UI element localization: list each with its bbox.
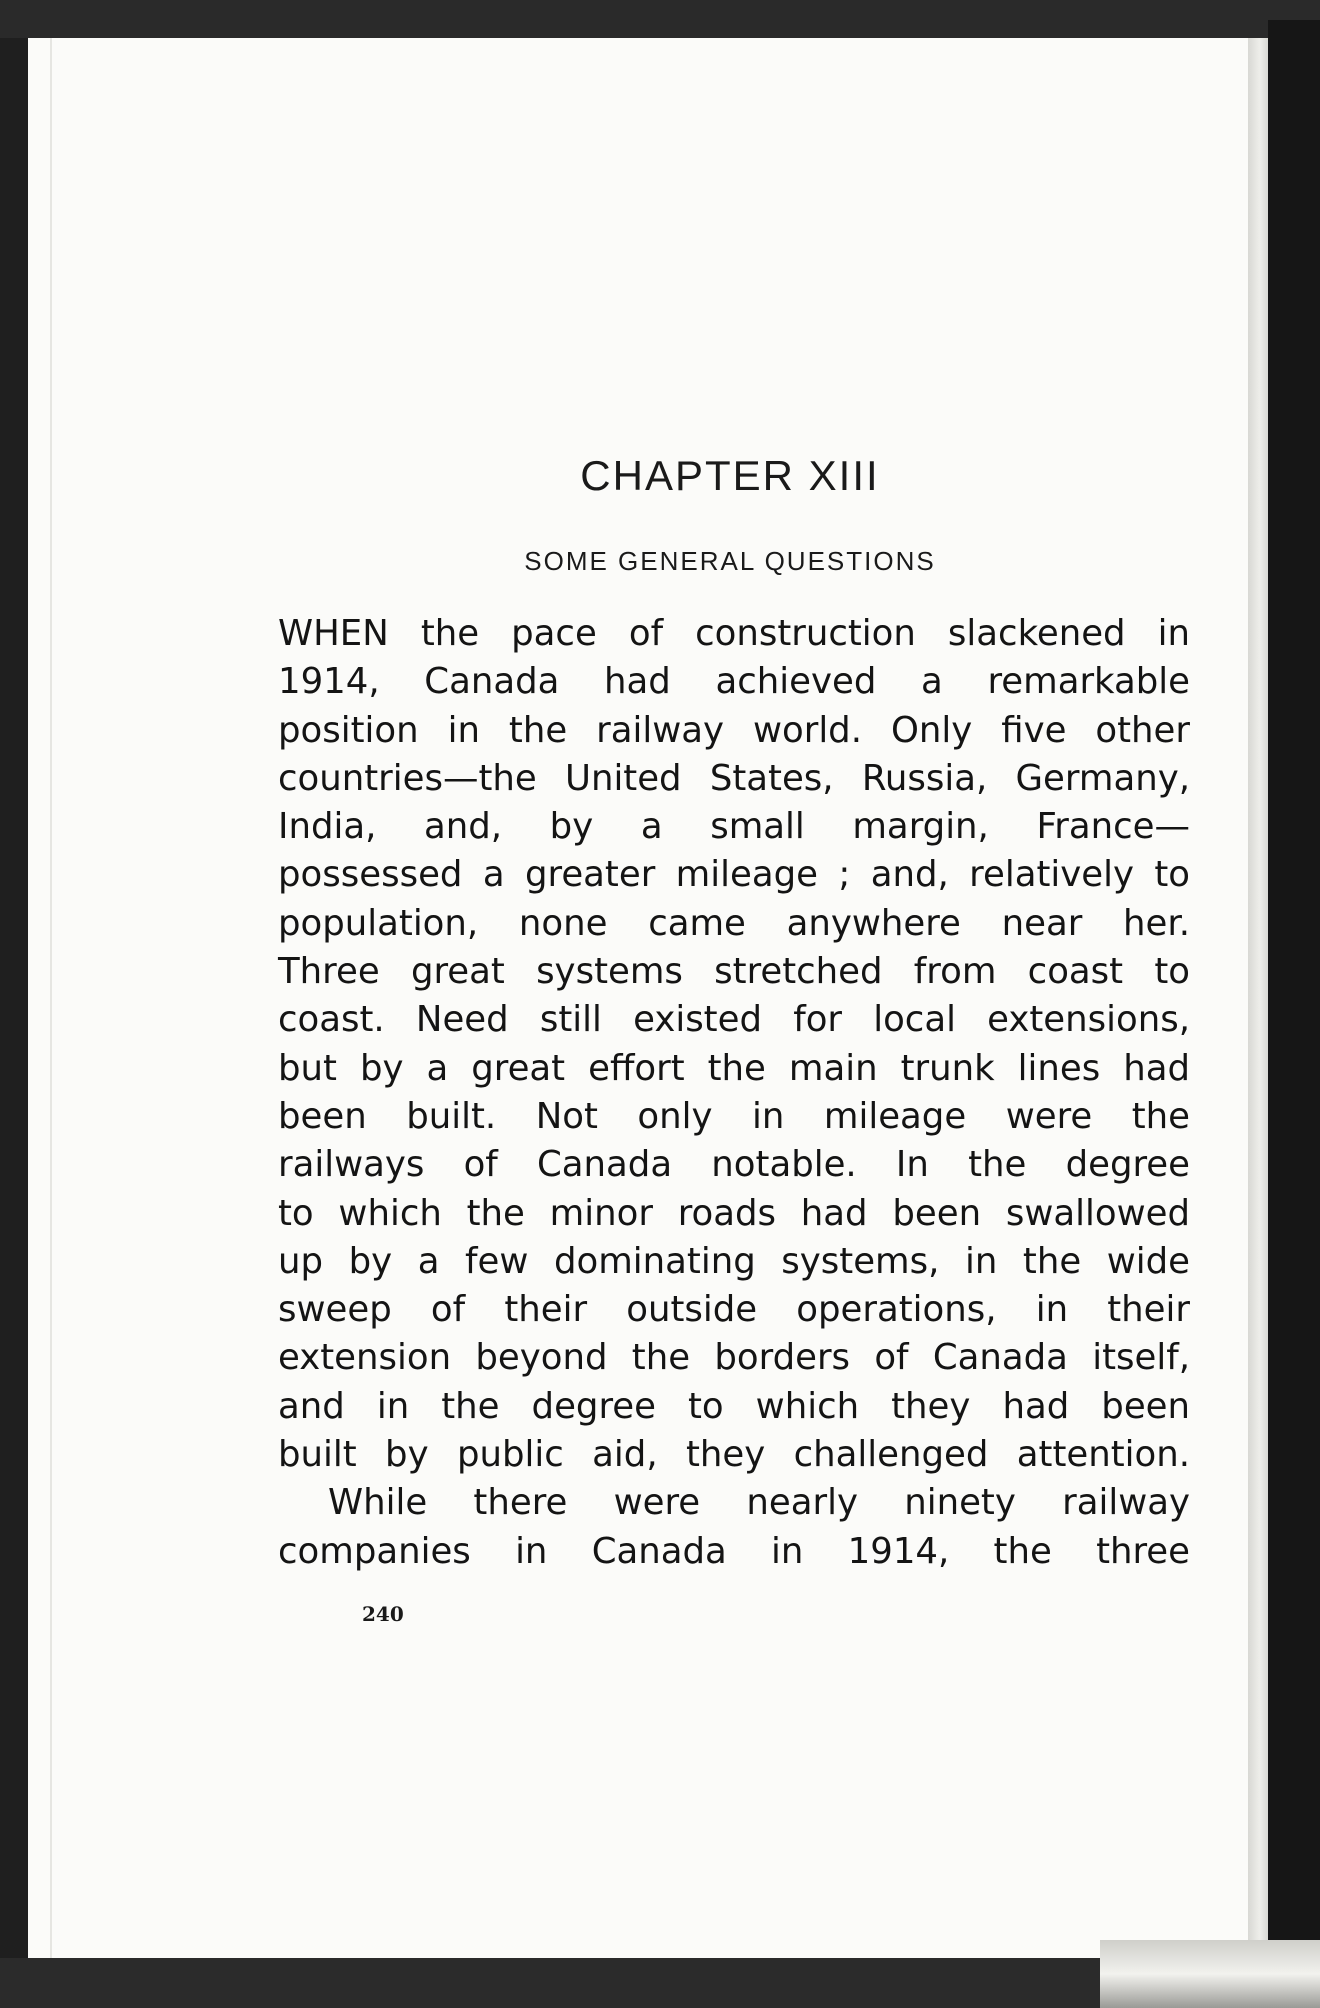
scan-background-right bbox=[1268, 20, 1320, 2008]
chapter-title: CHAPTER XIII bbox=[580, 452, 880, 499]
scan-background-top bbox=[0, 0, 1320, 38]
text-line-6: possessed a greater mileage ; and, relatively to bbox=[278, 854, 1190, 896]
text-line-9: coast. Need still existed for local extensions, bbox=[278, 999, 1190, 1041]
text-line-2: 1914, Canada had achieved a remarkable bbox=[278, 661, 1190, 703]
page-left-edge bbox=[50, 38, 52, 1958]
text-line-4: countries—the United States, Russia, Germany, bbox=[278, 757, 1190, 799]
chapter-subtitle: SOME GENERAL QUESTIONS bbox=[524, 546, 936, 576]
text-line-17: and in the degree to which they had been bbox=[278, 1385, 1190, 1427]
body-text bbox=[278, 610, 1190, 1576]
text-line-13: to which the minor roads had been swallowed bbox=[278, 1192, 1190, 1234]
page-number: 240 bbox=[362, 1602, 404, 1626]
text-line-7: population, none came anywhere near her. bbox=[278, 902, 1190, 944]
text-line-11: been built. Not only in mileage were the bbox=[278, 1095, 1190, 1137]
text-line-8: Three great systems stretched from coast to bbox=[278, 951, 1190, 993]
text-line-18: built by public aid, they challenged attention. bbox=[278, 1434, 1190, 1476]
text-line-15: sweep of their outside operations, in their bbox=[278, 1289, 1190, 1331]
text-line-14: up by a few dominating systems, in the wide bbox=[278, 1240, 1190, 1282]
text-line-20: companies in Canada in 1914, the three bbox=[278, 1530, 1190, 1572]
text-line-5: India, and, by a small margin, France— bbox=[278, 806, 1190, 848]
page-curl bbox=[1100, 1940, 1320, 2008]
text-line-12: railways of Canada notable. In the degree bbox=[278, 1144, 1190, 1186]
text-line-3: position in the railway world. Only five other bbox=[278, 709, 1190, 751]
text-line-16: extension beyond the borders of Canada itself, bbox=[278, 1337, 1190, 1379]
text-line-1: WHEN the pace of construction slackened in bbox=[278, 613, 1190, 654]
text-line-19: While there were nearly ninety railway bbox=[328, 1482, 1190, 1524]
text-line-10: but by a great effort the main trunk lines had bbox=[278, 1047, 1190, 1089]
scan-background-bottom bbox=[0, 1958, 1100, 2008]
